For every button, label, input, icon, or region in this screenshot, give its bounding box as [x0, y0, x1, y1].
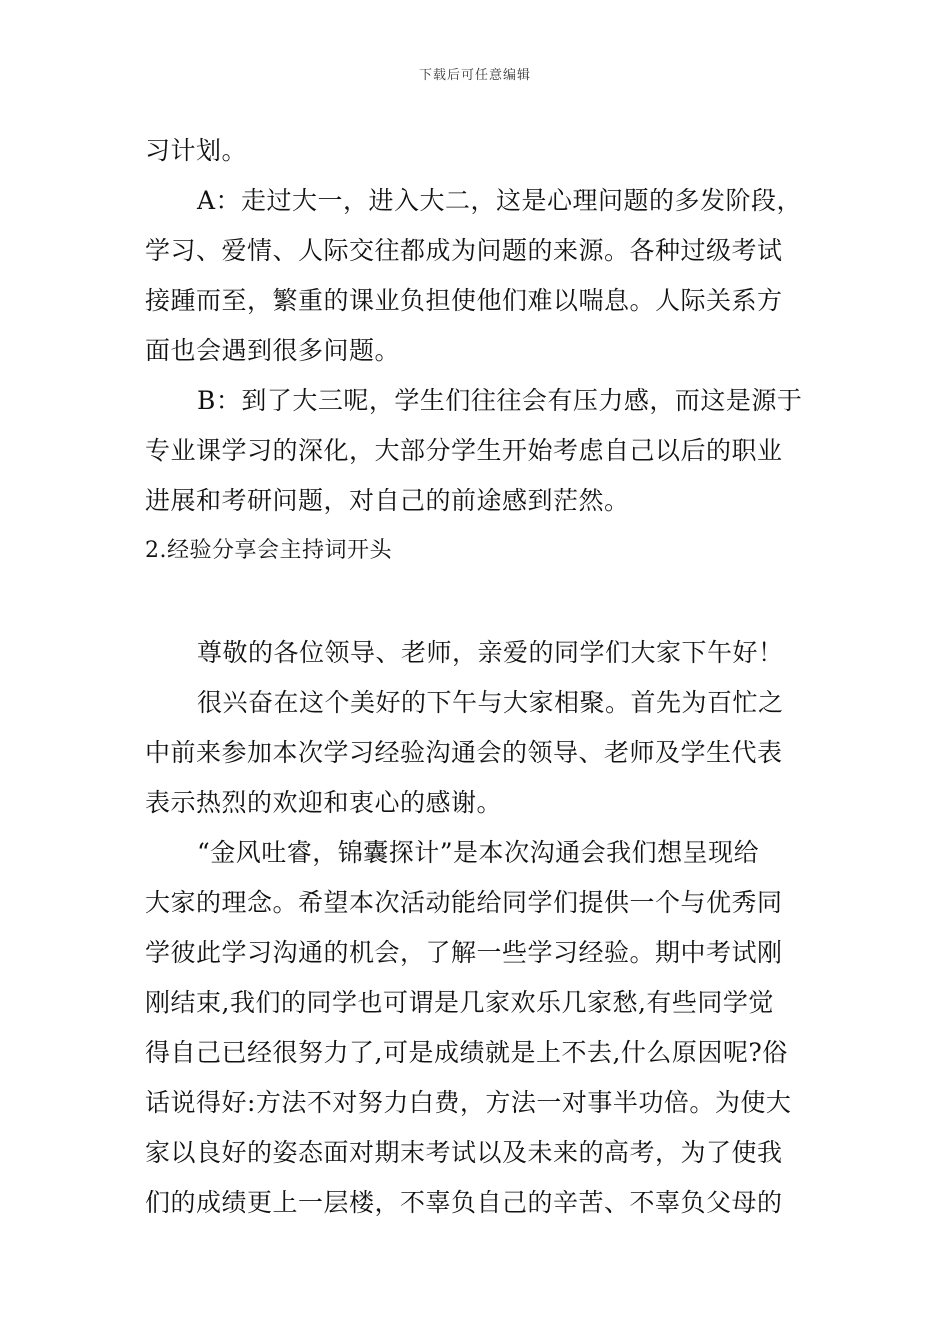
section-heading: 2.经验分享会主持词开头 — [145, 538, 392, 563]
paragraph-theme — [145, 828, 810, 1228]
text-line: 得自己已经很努力了,可是成绩就是上不去,什么原因呢?俗 — [145, 1038, 788, 1067]
text-line: 们的成绩更上一层楼，不辜负自己的辛苦、不辜负父母的 — [145, 1188, 783, 1217]
paragraph-welcome — [145, 678, 810, 828]
text-line: 接踵而至，繁重的课业负担使他们难以喘息。人际关系方 — [145, 286, 783, 315]
header-note: 下载后可任意编辑 — [418, 68, 531, 83]
text-line: 家以良好的姿态面对期末考试以及未来的高考，为了使我 — [145, 1138, 783, 1167]
text-line: 中前来参加本次学习经验沟通会的领导、老师及学生代表 — [145, 738, 783, 767]
text-line: 刚结束,我们的同学也可谓是几家欢乐几家愁,有些同学觉 — [145, 988, 774, 1017]
text-line: 专业课学习的深化，大部分学生开始考虑自己以后的职业 — [145, 436, 783, 465]
text-line: 很兴奋在这个美好的下午与大家相聚。首先为百忙之 — [197, 688, 784, 717]
spacer — [145, 576, 810, 628]
text-line: 面也会遇到很多问题。 — [145, 336, 401, 365]
text-line: A：走过大一，进入大二，这是心理问题的多发阶段， — [197, 186, 803, 215]
text-line: “金风吐睿，锦囊探计”是本次沟通会我们想呈现给 — [197, 838, 760, 867]
text-line: 表示热烈的欢迎和衷心的感谢。 — [145, 788, 503, 817]
text-line: B：到了大三呢，学生们往往会有压力感，而这是源于 — [197, 386, 803, 415]
greeting-line: 尊敬的各位领导、老师，亲爱的同学们大家下午好！ — [197, 638, 784, 667]
document-body — [145, 126, 810, 1228]
text-line: 习计划。 — [145, 136, 248, 165]
text-line: 话说得好:方法不对努力白费，方法一对事半功倍。为使大 — [145, 1088, 792, 1117]
text-line: 大家的理念。希望本次活动能给同学们提供一个与优秀同 — [145, 888, 783, 917]
text-line: 学彼此学习沟通的机会，了解一些学习经验。期中考试刚 — [145, 938, 783, 967]
text-line: 学习、爱情、人际交往都成为问题的来源。各种过级考试 — [145, 236, 783, 265]
paragraph-b — [145, 376, 810, 526]
paragraph-a — [145, 176, 810, 376]
text-line: 进展和考研问题，对自己的前途感到茫然。 — [145, 486, 630, 515]
